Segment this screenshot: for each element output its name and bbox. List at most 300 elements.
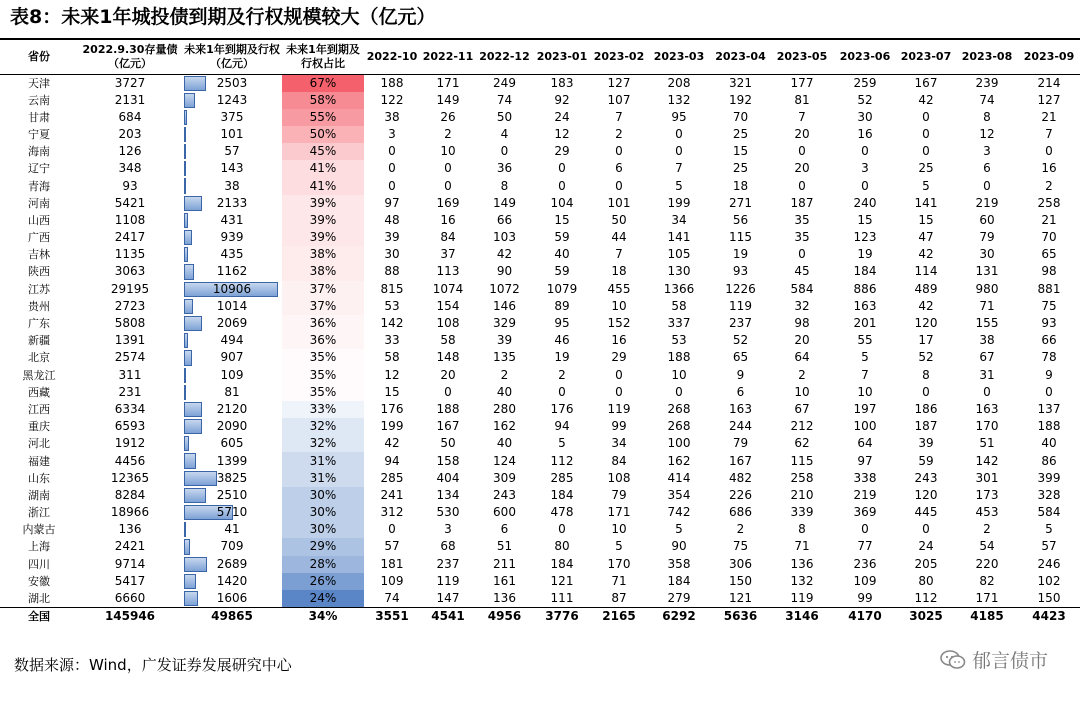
month-value-cell: 243 [914,470,938,485]
month-value-cell: 119 [436,573,460,588]
maturity-bar [184,385,186,400]
month-value-cell: 7 [675,161,683,176]
table-row [0,573,1080,590]
maturity-bar [184,557,207,572]
month-value-cell: 25 [732,126,749,141]
month-value-cell: 184 [667,573,691,588]
month-value-cell: 171 [975,590,999,605]
month-value-cell: 321 [729,75,752,90]
month-value-cell: 0 [983,178,991,193]
table-row [0,92,1080,109]
month-value-cell: 219 [975,195,999,210]
table-row [0,315,1080,332]
month-value-cell: 64 [857,436,873,451]
ratio-cell: 28% [282,556,364,573]
month-value-cell: 10 [611,298,627,313]
month-value-cell: 62 [794,436,810,451]
month-value-cell: 5 [1045,522,1053,537]
month-value-cell: 18 [611,264,627,279]
month-value-cell: 9 [736,367,745,382]
month-value-cell: 7 [798,109,806,124]
month-value-cell: 7 [615,109,623,124]
month-value-cell: 239 [975,75,999,90]
month-value-cell: 109 [380,573,404,588]
month-value-cell: 1226 [725,281,756,296]
stock-cell: 12365 [110,470,150,485]
month-value-cell: 0 [922,522,930,537]
month-value-cell: 0 [1045,384,1053,399]
maturity-bar [184,264,194,279]
maturity-value: 101 [220,126,244,141]
month-value-cell: 236 [853,556,877,571]
month-value-cell: 259 [853,75,877,90]
month-value-cell: 17 [918,333,934,348]
month-value-cell: 121 [550,573,574,588]
column-header: 2022-10 [364,40,420,74]
month-value-cell: 136 [790,556,814,571]
province-cell: 湖北 [28,591,50,605]
ratio-cell: 45% [282,143,364,160]
month-value-cell: 167 [436,419,460,434]
month-value-cell: 0 [983,384,991,399]
month-value-cell: 0 [558,178,566,193]
month-value-cell: 530 [436,505,460,520]
month-value-cell: 0 [615,178,623,193]
province-cell: 青海 [28,179,50,193]
month-value-cell: 184 [550,487,574,502]
table-row [0,263,1080,280]
month-value-cell: 197 [853,401,877,416]
maturity-bar [184,144,186,159]
maturity-value: 10906 [212,281,252,296]
month-value-cell: 15 [732,144,749,159]
month-value-cell: 20 [440,367,456,382]
maturity-bar [184,471,217,486]
maturity-bar [184,178,186,193]
maturity-bar [184,247,188,262]
month-value-cell: 119 [729,298,752,313]
month-value-cell: 70 [732,109,749,124]
maturity-bar [184,436,189,451]
month-value-cell: 445 [914,505,938,520]
month-value-cell: 141 [914,195,938,210]
month-value-cell: 42 [384,436,400,451]
table-row [0,470,1080,487]
month-value-cell: 42 [496,247,513,262]
month-value-cell: 21 [1041,212,1057,227]
month-value-cell: 2 [736,522,745,537]
month-value-cell: 169 [436,195,460,210]
maturity-value: 431 [220,212,244,227]
month-value-cell: 309 [493,470,516,485]
month-value-cell: 0 [558,384,566,399]
month-value-cell: 188 [436,401,460,416]
column-header: 2023-02 [591,40,647,74]
province-cell: 广西 [28,231,50,245]
month-value-cell: 0 [675,126,683,141]
month-value-cell: 21 [1041,109,1057,124]
month-value-cell: 92 [554,92,570,107]
month-value-cell: 3551 [364,607,420,625]
table-row [0,126,1080,143]
month-value-cell: 95 [554,316,570,331]
month-value-cell: 455 [607,281,631,296]
table-row [0,246,1080,263]
province-cell: 天津 [28,76,50,90]
province-cell: 上海 [28,540,50,554]
month-value-cell: 167 [729,453,752,468]
month-value-cell: 119 [790,590,814,605]
maturity-value: 81 [224,384,240,399]
month-value-cell: 163 [975,401,999,416]
month-value-cell: 42 [918,92,934,107]
month-value-cell: 19 [732,247,749,262]
month-value-cell: 50 [440,436,456,451]
month-value-cell: 414 [667,470,691,485]
stock-cell: 1912 [114,436,146,451]
month-value-cell: 241 [380,487,404,502]
table-row [0,143,1080,160]
data-table [0,40,1080,625]
month-value-cell: 5 [675,522,683,537]
stock-cell: 3727 [114,75,146,90]
maturity-value: 709 [220,539,244,554]
month-value-cell: 52 [732,333,749,348]
month-value-cell: 8 [500,178,509,193]
month-value-cell: 881 [1037,281,1061,296]
month-value-cell: 0 [798,144,806,159]
month-value-cell: 120 [914,316,938,331]
column-header: 2023-05 [770,40,834,74]
ratio-cell: 39% [282,195,364,212]
table-row [0,401,1080,418]
month-value-cell: 171 [607,505,631,520]
month-value-cell: 30 [979,247,995,262]
month-value-cell: 35 [794,230,810,245]
month-value-cell: 78 [1041,350,1057,365]
month-value-cell: 40 [1041,436,1057,451]
month-value-cell: 478 [550,505,574,520]
maturity-bar-cell [182,367,282,384]
month-value-cell: 339 [790,505,814,520]
maturity-bar-cell [182,177,282,194]
month-value-cell: 35 [794,212,810,227]
month-value-cell: 246 [1037,556,1061,571]
month-value-cell: 16 [857,126,873,141]
month-value-cell: 338 [853,470,877,485]
month-value-cell: 2 [983,522,991,537]
month-value-cell: 271 [729,195,752,210]
month-value-cell: 71 [611,573,627,588]
month-value-cell: 15 [918,212,934,227]
table-row [0,298,1080,315]
month-value-cell: 0 [798,247,806,262]
stock-cell: 1391 [114,333,146,348]
month-value-cell: 0 [444,384,452,399]
month-value-cell: 0 [558,522,566,537]
table-row [0,556,1080,573]
month-value-cell: 90 [496,264,513,279]
month-value-cell: 67 [979,350,995,365]
month-value-cell: 161 [493,573,516,588]
month-value-cell: 19 [554,350,570,365]
month-value-cell: 187 [790,195,814,210]
month-value-cell: 64 [794,350,810,365]
maturity-bar [184,110,187,125]
maturity-bar-cell [182,590,282,608]
month-value-cell: 0 [675,144,683,159]
month-value-cell: 8 [983,109,991,124]
ratio-cell: 39% [282,229,364,246]
month-value-cell: 187 [914,419,938,434]
month-value-cell: 115 [790,453,814,468]
column-header: 2023-09 [1018,40,1080,74]
column-header: 2022.9.30存量债（亿元） [78,40,182,74]
month-value-cell: 42 [918,247,934,262]
month-value-cell: 337 [667,316,691,331]
stock-cell: 126 [118,144,142,159]
ratio-cell: 29% [282,538,364,555]
month-value-cell: 98 [1041,264,1057,279]
month-value-cell: 24 [918,539,934,554]
month-value-cell: 147 [436,590,460,605]
month-value-cell: 24 [554,109,570,124]
month-value-cell: 37 [440,247,456,262]
month-value-cell: 163 [853,298,877,313]
month-value-cell: 10 [857,384,873,399]
month-value-cell: 79 [732,436,749,451]
month-value-cell: 114 [914,264,938,279]
month-value-cell: 50 [496,109,513,124]
month-value-cell: 0 [444,161,452,176]
month-value-cell: 95 [671,109,687,124]
month-value-cell: 279 [667,590,691,605]
month-value-cell: 99 [857,590,873,605]
maturity-value: 2133 [216,195,248,210]
month-value-cell: 0 [675,384,683,399]
month-value-cell: 1366 [663,281,695,296]
month-value-cell: 87 [611,590,627,605]
month-value-cell: 3776 [533,607,591,625]
maturity-bar [184,574,196,589]
table-row [0,504,1080,521]
table-row [0,195,1080,212]
month-value-cell: 48 [384,212,400,227]
month-value-cell: 127 [607,75,631,90]
month-value-cell: 9 [1045,367,1053,382]
province-cell: 河南 [28,196,50,210]
month-value-cell: 49865 [182,607,282,625]
maturity-value: 1606 [216,590,248,605]
month-value-cell: 306 [729,556,752,571]
month-value-cell: 686 [729,505,752,520]
month-value-cell: 149 [493,195,516,210]
maturity-bar-cell [182,470,282,487]
month-value-cell: 52 [918,350,934,365]
month-value-cell: 105 [667,247,691,262]
maturity-value: 143 [220,161,244,176]
month-value-cell: 71 [794,539,810,554]
maturity-value: 2069 [216,316,248,331]
month-value-cell: 219 [853,487,877,502]
maturity-bar [184,539,190,554]
maturity-bar [184,299,193,314]
month-value-cell: 16 [1041,161,1057,176]
table-row [0,435,1080,452]
maturity-bar-cell [182,212,282,229]
ratio-cell: 39% [282,212,364,229]
month-value-cell: 170 [975,419,999,434]
column-header: 2022-12 [476,40,533,74]
month-value-cell: 12 [979,126,995,141]
maturity-bar [184,368,186,383]
table-row [0,452,1080,469]
month-value-cell: 5 [558,436,566,451]
month-value-cell: 26 [440,109,456,124]
month-value-cell: 100 [853,419,877,434]
month-value-cell: 12 [554,126,570,141]
month-value-cell: 2165 [591,607,647,625]
month-value-cell: 0 [558,161,566,176]
ratio-cell: 38% [282,246,364,263]
month-value-cell: 5 [675,178,683,193]
month-value-cell: 10 [611,522,627,537]
maturity-bar [184,196,202,211]
month-value-cell: 33 [384,333,400,348]
month-value-cell: 131 [975,264,999,279]
month-value-cell: 4423 [1018,607,1080,625]
month-value-cell: 60 [979,212,995,227]
month-value-cell: 3 [861,161,869,176]
column-header: 2022-11 [420,40,476,74]
column-header: 省份 [0,40,78,74]
maturity-value: 3825 [216,470,248,485]
month-value-cell: 54 [979,539,995,554]
month-value-cell: 0 [861,178,869,193]
month-value-cell: 150 [1037,590,1061,605]
month-value-cell: 328 [1037,487,1061,502]
month-value-cell: 59 [554,264,570,279]
month-value-cell: 3 [983,144,991,159]
stock-cell: 5808 [114,316,146,331]
table-row [0,332,1080,349]
month-value-cell: 280 [493,401,516,416]
month-value-cell: 58 [671,298,687,313]
month-value-cell: 0 [922,384,930,399]
watermark [940,646,1048,673]
province-cell: 西藏 [28,385,50,399]
month-value-cell: 32 [794,298,810,313]
stock-cell: 5421 [114,195,146,210]
ratio-cell: 26% [282,573,364,590]
province-cell: 全国 [0,607,78,625]
maturity-bar [184,419,202,434]
month-value-cell: 31 [979,367,995,382]
month-value-cell: 10 [794,384,810,399]
month-value-cell: 7 [615,247,623,262]
stock-cell: 231 [118,384,142,399]
month-value-cell: 52 [857,92,873,107]
ratio-cell: 50% [282,126,364,143]
month-value-cell: 66 [1041,333,1057,348]
ratio-cell: 36% [282,332,364,349]
maturity-value: 907 [220,350,244,365]
header-row [0,40,1080,74]
month-value-cell: 0 [615,367,623,382]
maturity-bar-cell [182,74,282,92]
month-value-cell: 0 [388,178,396,193]
maturity-bar [184,161,186,176]
month-value-cell: 25 [918,161,934,176]
month-value-cell: 142 [380,316,404,331]
month-value-cell: 108 [607,470,631,485]
table-row [0,590,1080,608]
stock-cell: 1135 [114,247,146,262]
maturity-bar-cell [182,349,282,366]
month-value-cell: 74 [979,92,995,107]
month-value-cell: 45 [794,264,810,279]
month-value-cell: 120 [914,487,938,502]
ratio-cell: 31% [282,452,364,469]
month-value-cell: 36 [496,161,513,176]
month-value-cell: 150 [729,573,752,588]
month-value-cell: 124 [493,453,516,468]
month-value-cell: 132 [790,573,814,588]
month-value-cell: 285 [380,470,404,485]
stock-cell: 4456 [114,453,146,468]
province-cell: 河北 [28,437,50,451]
month-value-cell: 584 [790,281,814,296]
maturity-bar-cell [182,384,282,401]
month-value-cell: 201 [853,316,877,331]
month-value-cell: 268 [667,419,691,434]
maturity-value: 2090 [216,419,248,434]
month-value-cell: 79 [611,487,627,502]
stock-cell: 2131 [114,92,146,107]
province-cell: 黑龙江 [22,368,56,382]
month-value-cell: 5 [922,178,930,193]
month-value-cell: 40 [496,436,513,451]
stock-cell: 9714 [114,556,146,571]
stock-cell: 29195 [110,281,150,296]
month-value-cell: 122 [380,92,404,107]
month-value-cell: 68 [440,539,456,554]
month-value-cell: 89 [554,298,570,313]
month-value-cell: 10 [440,144,456,159]
month-value-cell: 103 [493,230,516,245]
month-value-cell: 59 [554,230,570,245]
month-value-cell: 59 [918,453,934,468]
month-value-cell: 0 [798,178,806,193]
month-value-cell: 184 [853,264,877,279]
province-cell: 江西 [28,402,50,416]
maturity-bar-cell [182,143,282,160]
month-value-cell: 38 [979,333,995,348]
month-value-cell: 482 [729,470,752,485]
stock-cell: 2723 [114,298,146,313]
maturity-bar [184,453,196,468]
month-value-cell: 141 [667,230,691,245]
maturity-value: 939 [220,230,244,245]
month-value-cell: 489 [914,281,938,296]
month-value-cell: 40 [554,247,570,262]
month-value-cell: 149 [436,92,460,107]
month-value-cell: 0 [922,109,930,124]
month-value-cell: 39 [496,333,513,348]
month-value-cell: 453 [975,505,999,520]
month-value-cell: 184 [550,556,574,571]
month-value-cell: 162 [493,419,516,434]
